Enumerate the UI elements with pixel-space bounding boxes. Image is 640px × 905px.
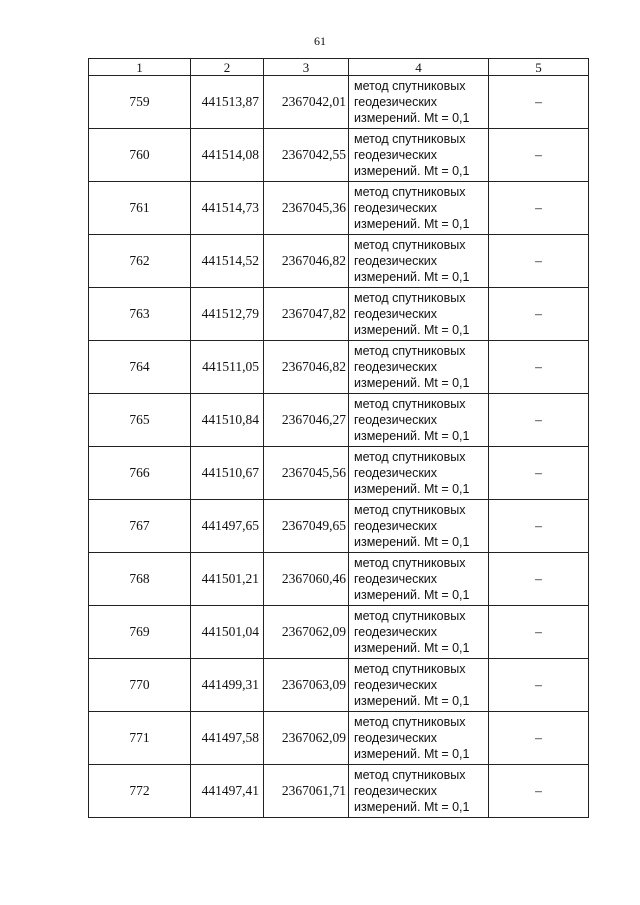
x-coordinate-cell: 441499,31 [191,659,264,712]
method-cell [349,765,489,818]
point-number-cell: 768 [89,553,191,606]
method-line: измерений. Mt = 0,1 [354,694,470,708]
point-number-cell: 769 [89,606,191,659]
table-row [89,447,589,500]
table-row [89,500,589,553]
point-number-cell: 763 [89,288,191,341]
method-line: метод спутниковых [354,344,466,358]
y-coordinate-cell: 2367045,56 [264,447,349,500]
table-row [89,129,589,182]
y-coordinate-cell: 2367046,82 [264,235,349,288]
note-cell: – [489,288,589,341]
table-row [89,394,589,447]
header-col-1: 1 [89,59,191,76]
x-coordinate-cell: 441497,41 [191,765,264,818]
note-cell: – [489,500,589,553]
x-coordinate-cell: 441510,84 [191,394,264,447]
note-cell: – [489,606,589,659]
method-line: геодезических [354,307,438,321]
method-line: измерений. Mt = 0,1 [354,800,470,814]
method-line: измерений. Mt = 0,1 [354,429,470,443]
header-col-5: 5 [489,59,589,76]
page-number: 61 [314,34,326,48]
table-header-row [89,59,589,76]
method-cell [349,659,489,712]
y-coordinate-cell: 2367042,01 [264,76,349,129]
method-line: геодезических [354,784,438,798]
note-cell: – [489,394,589,447]
method-cell [349,712,489,765]
table-row [89,606,589,659]
method-cell [349,235,489,288]
y-coordinate-cell: 2367061,71 [264,765,349,818]
method-cell [349,606,489,659]
method-line: метод спутниковых [354,503,466,517]
header-col-2: 2 [191,59,264,76]
table-row [89,553,589,606]
note-cell: – [489,659,589,712]
point-number-cell: 772 [89,765,191,818]
method-cell [349,553,489,606]
y-coordinate-cell: 2367046,82 [264,341,349,394]
table-body [89,76,589,818]
x-coordinate-cell: 441501,21 [191,553,264,606]
method-cell [349,76,489,129]
method-line: геодезических [354,572,438,586]
x-coordinate-cell: 441497,65 [191,500,264,553]
point-number-cell: 764 [89,341,191,394]
method-line: измерений. Mt = 0,1 [354,217,470,231]
method-line: метод спутниковых [354,238,466,252]
note-cell: – [489,129,589,182]
x-coordinate-cell: 441514,52 [191,235,264,288]
x-coordinate-cell: 441511,05 [191,341,264,394]
method-line: геодезических [354,625,438,639]
method-line: измерений. Mt = 0,1 [354,747,470,761]
y-coordinate-cell: 2367042,55 [264,129,349,182]
method-line: метод спутниковых [354,185,466,199]
method-line: метод спутниковых [354,609,466,623]
point-number-cell: 767 [89,500,191,553]
method-cell [349,447,489,500]
y-coordinate-cell: 2367045,36 [264,182,349,235]
method-line: измерений. Mt = 0,1 [354,535,470,549]
method-line: метод спутниковых [354,132,466,146]
point-number-cell: 770 [89,659,191,712]
method-line: измерений. Mt = 0,1 [354,270,470,284]
x-coordinate-cell: 441513,87 [191,76,264,129]
header-col-3: 3 [264,59,349,76]
method-cell [349,129,489,182]
method-cell [349,394,489,447]
method-line: геодезических [354,201,438,215]
point-number-cell: 760 [89,129,191,182]
point-number-cell: 766 [89,447,191,500]
y-coordinate-cell: 2367060,46 [264,553,349,606]
method-line: геодезических [354,254,438,268]
method-cell [349,341,489,394]
y-coordinate-cell: 2367063,09 [264,659,349,712]
method-line: метод спутниковых [354,450,466,464]
method-line: геодезических [354,360,438,374]
method-line: измерений. Mt = 0,1 [354,164,470,178]
x-coordinate-cell: 441501,04 [191,606,264,659]
method-line: метод спутниковых [354,291,466,305]
y-coordinate-cell: 2367049,65 [264,500,349,553]
point-number-cell: 771 [89,712,191,765]
method-line: измерений. Mt = 0,1 [354,641,470,655]
method-line: метод спутниковых [354,397,466,411]
table-row [89,288,589,341]
note-cell: – [489,553,589,606]
point-number-cell: 761 [89,182,191,235]
method-cell [349,500,489,553]
method-line: измерений. Mt = 0,1 [354,588,470,602]
method-line: измерений. Mt = 0,1 [354,376,470,390]
method-line: геодезических [354,731,438,745]
x-coordinate-cell: 441514,08 [191,129,264,182]
table-row [89,765,589,818]
header-col-4: 4 [349,59,489,76]
method-line: метод спутниковых [354,768,466,782]
y-coordinate-cell: 2367062,09 [264,606,349,659]
method-line: измерений. Mt = 0,1 [354,482,470,496]
method-cell [349,182,489,235]
table-row [89,712,589,765]
point-number-cell: 762 [89,235,191,288]
point-number-cell: 759 [89,76,191,129]
method-line: геодезических [354,466,438,480]
note-cell: – [489,341,589,394]
table-row [89,235,589,288]
table-row [89,182,589,235]
note-cell: – [489,712,589,765]
point-number-cell: 765 [89,394,191,447]
note-cell: – [489,235,589,288]
method-cell [349,288,489,341]
method-line: измерений. Mt = 0,1 [354,111,470,125]
method-line: метод спутниковых [354,79,466,93]
y-coordinate-cell: 2367046,27 [264,394,349,447]
table-row [89,76,589,129]
method-line: метод спутниковых [354,715,466,729]
method-line: геодезических [354,678,438,692]
note-cell: – [489,447,589,500]
method-line: метод спутниковых [354,662,466,676]
x-coordinate-cell: 441510,67 [191,447,264,500]
coordinates-table [88,58,589,818]
x-coordinate-cell: 441512,79 [191,288,264,341]
method-line: геодезических [354,95,438,109]
note-cell: – [489,182,589,235]
table-row [89,659,589,712]
table-row [89,341,589,394]
note-cell: – [489,76,589,129]
method-line: геодезических [354,413,438,427]
x-coordinate-cell: 441497,58 [191,712,264,765]
method-line: метод спутниковых [354,556,466,570]
method-line: геодезических [354,148,438,162]
method-line: измерений. Mt = 0,1 [354,323,470,337]
y-coordinate-cell: 2367062,09 [264,712,349,765]
y-coordinate-cell: 2367047,82 [264,288,349,341]
method-line: геодезических [354,519,438,533]
x-coordinate-cell: 441514,73 [191,182,264,235]
note-cell: – [489,765,589,818]
